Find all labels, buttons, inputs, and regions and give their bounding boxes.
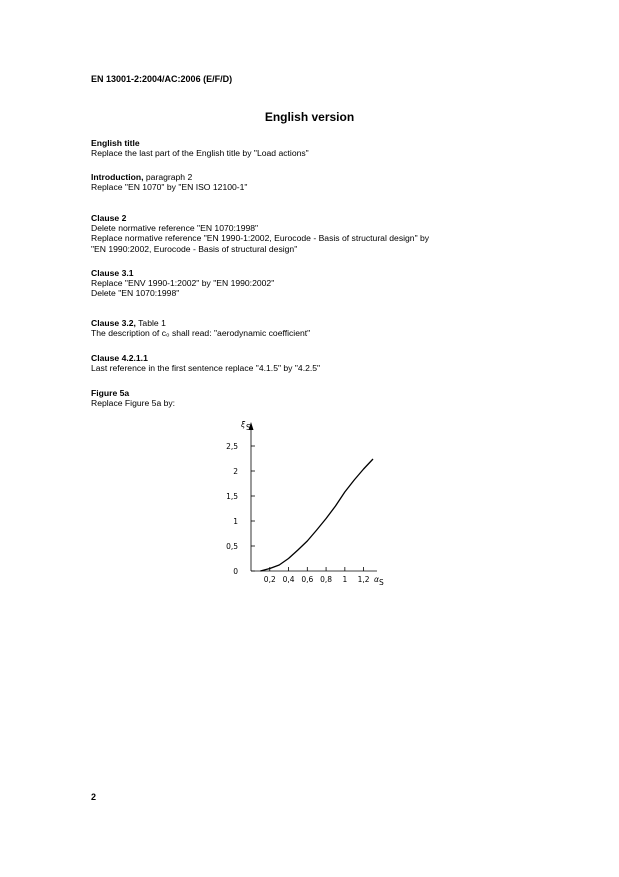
block-clause-2 [91, 213, 531, 254]
block-line: Delete "EN 1070:1998" [91, 288, 180, 299]
block-english-title [91, 138, 531, 158]
block-figure-5a [91, 388, 531, 408]
x-tick-label: 0,4 [282, 575, 295, 584]
block-title: English title [91, 138, 140, 148]
x-axis-label-subscript: S [379, 578, 384, 587]
y-axis-label-subscript: S [246, 423, 251, 432]
page-number: 2 [91, 792, 97, 802]
y-tick-label: 0,5 [226, 542, 238, 551]
block-title-suffix: Table 1 [135, 318, 166, 328]
y-tick-label: 1 [233, 517, 238, 526]
block-line: Last reference in the first sentence replace "4.1.5" by "4.2.5" [91, 363, 321, 374]
y-tick-label: 1,5 [226, 492, 238, 501]
block-clause-3-2 [91, 318, 531, 338]
y-tick-label: 2,5 [226, 442, 238, 451]
block-clause-4-2-1-1 [91, 353, 531, 373]
block-title: Clause 3.1 [91, 268, 134, 278]
block-title: Introduction, [91, 172, 144, 182]
block-line: Replace the last part of the English title by "Load actions" [91, 148, 309, 159]
document-header: EN 13001-2:2004/AC:2006 (E/F/D) [91, 74, 233, 84]
block-line: The description of c₀ shall read: "aerodynamic coefficient" [91, 328, 311, 339]
block-introduction [91, 172, 531, 192]
x-tick-label: 0,2 [263, 575, 276, 584]
x-tick-label: 1,2 [357, 575, 370, 584]
y-axis-label: ξ [241, 420, 246, 429]
y-tick-label: 2 [233, 467, 238, 476]
block-line: Replace normative reference "EN 1990-1:2002, Eurocode - Basis of structural design" by [91, 233, 430, 244]
block-line: Delete normative reference "EN 1070:1998" [91, 223, 259, 234]
block-clause-3-1 [91, 268, 531, 299]
y-tick-label: 0 [233, 567, 238, 576]
x-tick-label: 0,8 [320, 575, 333, 584]
x-tick-label: 1 [342, 575, 348, 584]
block-title: Clause 2 [91, 213, 127, 223]
block-line: Replace "ENV 1990-1:2002" by "EN 1990:2002" [91, 278, 275, 289]
block-title: Clause 3.2, [91, 318, 136, 328]
block-line: Replace "EN 1070" by "EN ISO 12100-1" [91, 182, 248, 193]
block-line: Replace Figure 5a by: [91, 398, 176, 409]
block-title-suffix: paragraph 2 [143, 172, 193, 182]
block-line: "EN 1990:2002, Eurocode - Basis of structural design" [91, 243, 298, 254]
series-curve [260, 459, 373, 571]
block-title: Clause 4.2.1.1 [91, 353, 148, 363]
figure-5a-chart [218, 418, 398, 593]
x-tick-label: 0,6 [301, 575, 314, 584]
version-title: English version [264, 110, 355, 124]
x-axis-label: α [374, 575, 379, 584]
block-title: Figure 5a [91, 388, 130, 398]
